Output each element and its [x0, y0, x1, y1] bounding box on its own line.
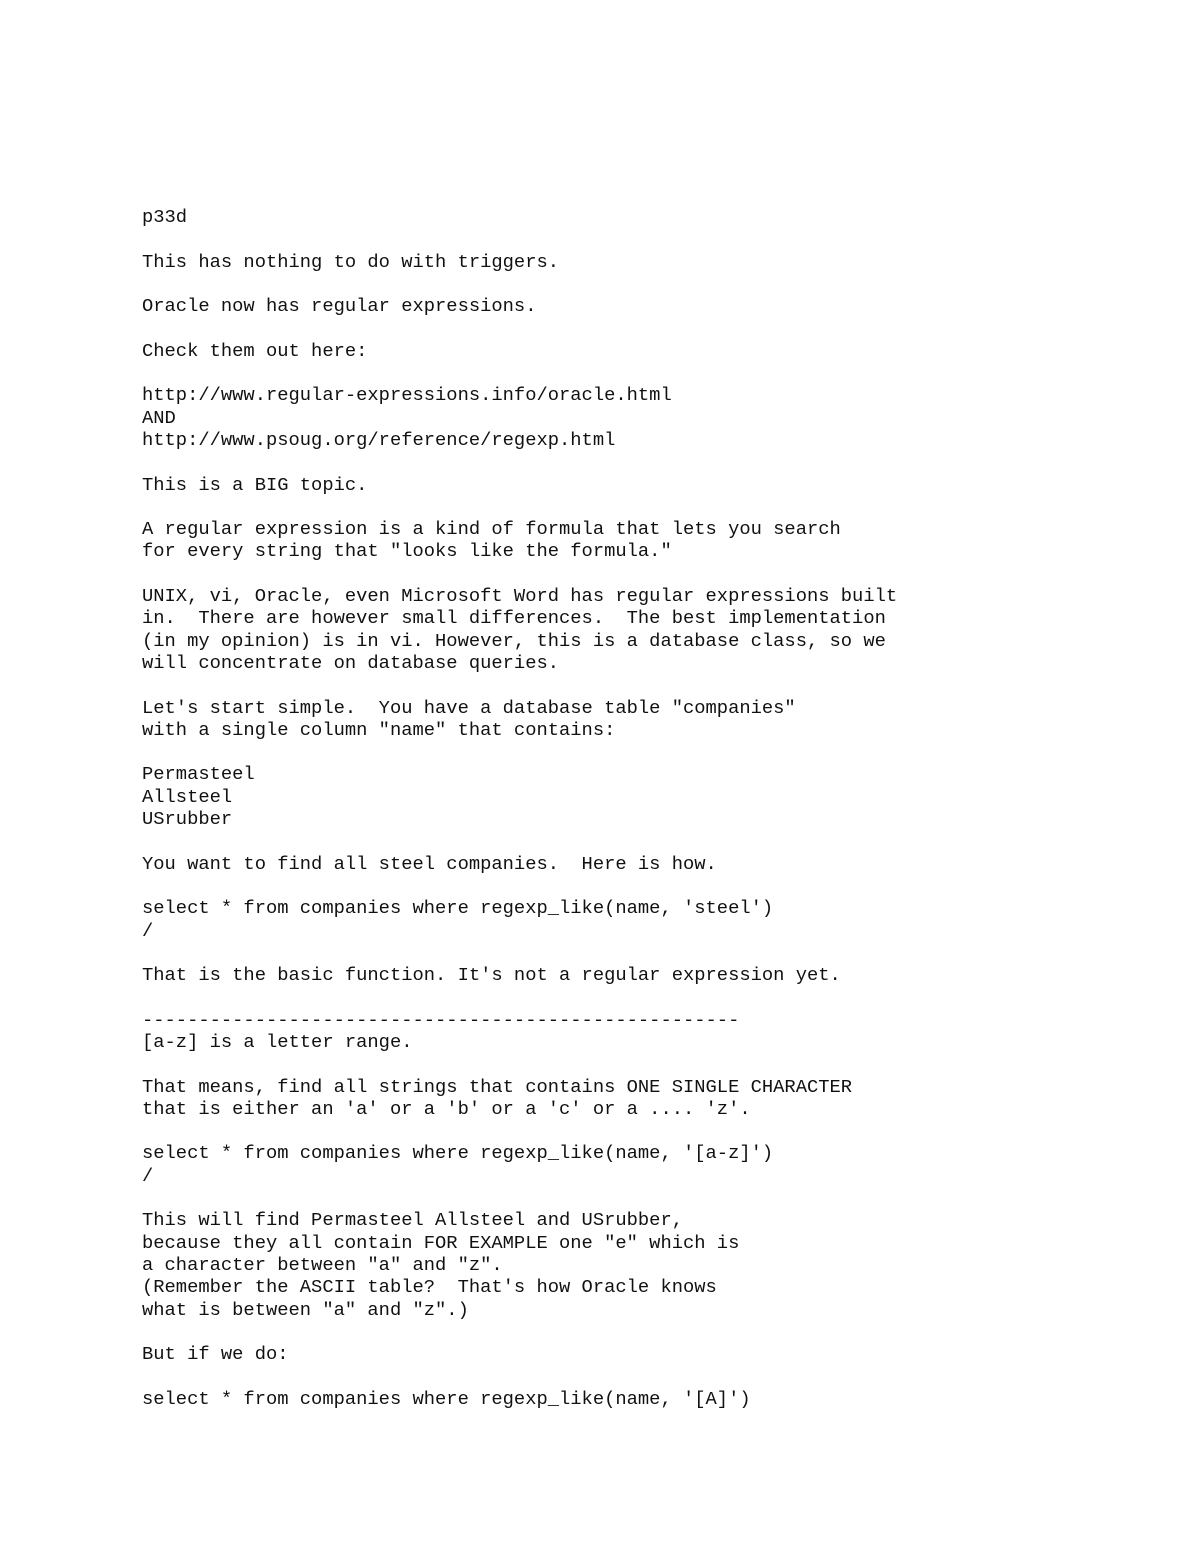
text-line: select * from companies where regexp_like(name, '[A]') — [142, 1387, 751, 1410]
blank-line — [142, 451, 1142, 473]
text-line: / — [142, 1164, 154, 1187]
blank-line — [142, 273, 1142, 295]
text-line: / — [142, 919, 154, 942]
blank-line — [142, 563, 1142, 585]
text-line: because they all contain FOR EXAMPLE one "e" which is — [142, 1231, 740, 1254]
text-line: that is either an 'a' or a 'b' or a 'c' or a .... 'z'. — [142, 1097, 751, 1120]
text-line: (Remember the ASCII table? That's how Oracle knows — [142, 1276, 717, 1299]
blank-line — [142, 830, 1142, 852]
text-line: This will find Permasteel Allsteel and USrubber, — [142, 1209, 683, 1232]
blank-line — [142, 496, 1142, 518]
blank-line — [142, 986, 1142, 1008]
text-line: for every string that "looks like the formula." — [142, 540, 672, 563]
text-line: That means, find all strings that contains ONE SINGLE CHARACTER — [142, 1075, 853, 1098]
text-line: Oracle now has regular expressions. — [142, 295, 537, 318]
text-line: select * from companies where regexp_like(name, 'steel') — [142, 897, 774, 920]
text-line: AND — [142, 406, 176, 429]
text-line: That is the basic function. It's not a regular expression yet. — [142, 964, 841, 987]
text-line: will concentrate on database queries. — [142, 651, 560, 674]
blank-line — [142, 1120, 1142, 1142]
text-line: [a-z] is a letter range. — [142, 1030, 413, 1053]
text-line: Check them out here: — [142, 339, 368, 362]
text-line: in. There are however small differences. The best implementation — [142, 607, 886, 630]
text-line: what is between "a" and "z".) — [142, 1298, 469, 1321]
text-line: p33d — [142, 206, 188, 228]
blank-line — [142, 1321, 1142, 1343]
blank-line — [142, 1187, 1142, 1209]
blank-line — [142, 674, 1142, 696]
text-line: A regular expression is a kind of formula that lets you search — [142, 518, 841, 541]
document-page — [142, 206, 1142, 1410]
blank-line — [142, 875, 1142, 897]
text-line: Let's start simple. You have a database table "companies" — [142, 696, 796, 719]
blank-line — [142, 317, 1142, 339]
blank-line — [142, 1053, 1142, 1075]
text-line: a character between "a" and "z". — [142, 1253, 503, 1276]
text-line: select * from companies where regexp_like(name, '[a-z]') — [142, 1142, 774, 1165]
text-line: This has nothing to do with triggers. — [142, 250, 560, 273]
blank-line — [142, 1365, 1142, 1387]
text-line: http://www.regular-expressions.info/oracle.html — [142, 384, 672, 407]
blank-line — [142, 741, 1142, 763]
text-line: with a single column "name" that contains: — [142, 718, 616, 741]
text-line: But if we do: — [142, 1343, 289, 1366]
text-line: (in my opinion) is in vi. However, this is a database class, so we — [142, 629, 886, 652]
text-line: You want to find all steel companies. Here is how. — [142, 852, 717, 875]
text-line: ----------------------------------------------------- — [142, 1008, 740, 1031]
blank-line — [142, 362, 1142, 384]
text-line: Allsteel — [142, 785, 233, 808]
blank-line — [142, 228, 1142, 250]
blank-line — [142, 942, 1142, 964]
text-line: Permasteel — [142, 763, 255, 786]
text-line: This is a BIG topic. — [142, 473, 368, 496]
text-line: http://www.psoug.org/reference/regexp.html — [142, 428, 616, 451]
text-line: USrubber — [142, 808, 233, 831]
text-line: UNIX, vi, Oracle, even Microsoft Word has regular expressions built — [142, 585, 898, 608]
